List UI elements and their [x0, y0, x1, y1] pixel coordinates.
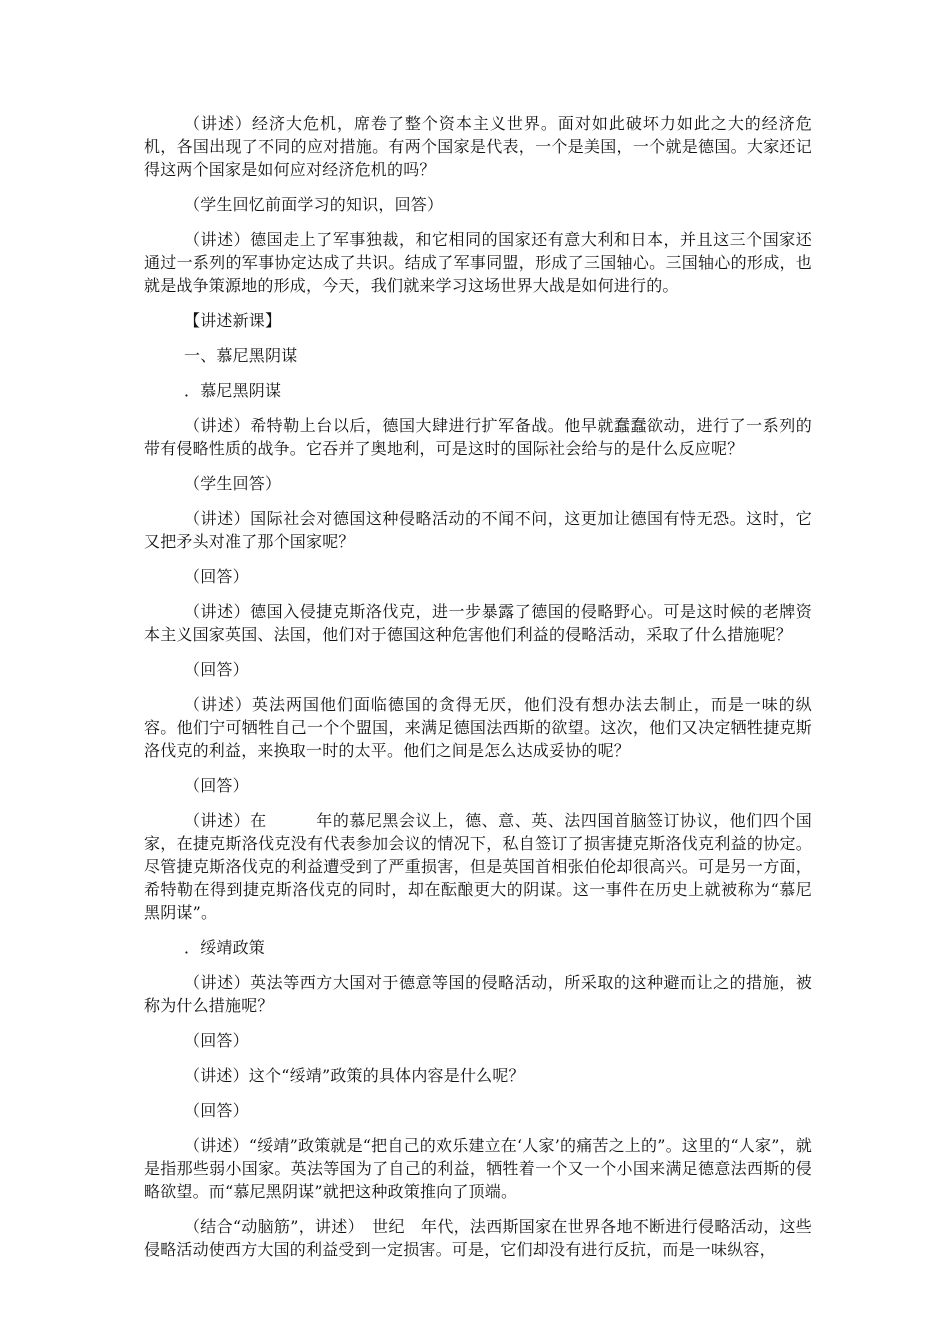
paragraph: （回答） [184, 660, 249, 679]
paragraph: （讲述）国际社会对德国这种侵略活动的不闻不问，这更加让德国有恃无恐。这时，它又把矛头对准了那个国家呢？ [144, 509, 812, 551]
subsection-heading: ．慕尼黑阴谋 [184, 381, 282, 400]
subsection-heading: ．绥靖政策 [184, 938, 266, 957]
paragraph: （讲述）英法等西方大国对于德意等国的侵略活动，所采取的这种避而让之的措施，被称为什么措施呢？ [144, 973, 812, 1015]
paragraph: （讲述）“绥靖”政策就是“把自己的欢乐建立在‘人家’的痛苦之上的”。这里的“人家”，就是指那些弱小国家。英法等国为了自己的利益，牺牲着一个又一个小国来满足德意法西斯的侵略欲望。而“慕尼黑阴谋”就把这种政策推向了顶端。 [144, 1136, 812, 1201]
paragraph: （讲述）德国走上了军事独裁，和它相同的国家还有意大利和日本，并且这三个国家还通过一系列的军事协定达成了共识。结成了军事同盟，形成了三国轴心。三国轴心的形成，也就是战争策源地的形成，今天，我们就来学习这场世界大战是如何进行的。 [144, 230, 812, 295]
paragraph: （学生回忆前面学习的知识，回答） [184, 195, 444, 214]
paragraph: （学生回答） [184, 474, 282, 493]
paragraph: （回答） [184, 1031, 249, 1050]
paragraph: （讲述）德国入侵捷克斯洛伐克，进一步暴露了德国的侵略野心。可是这时候的老牌资本主义国家英国、法国，他们对于德国这种危害他们利益的侵略活动，采取了什么措施呢？ [144, 602, 812, 644]
paragraph: （讲述）在 年的慕尼黑会议上，德、意、英、法四国首脑签订协议，他们四个国家，在捷克斯洛伐克没有代表参加会议的情况下，私自签订了损害捷克斯洛伐克利益的协定。尽管捷克斯洛伐克的利益遭受到了严重损害，但是英国首相张伯伦却很高兴。可是另一方面，希特勒在得到捷克斯洛伐克的同时，却在酝酿更大的阴谋。这一事件在历史上就被称为“慕尼黑阴谋”。 [144, 811, 812, 922]
paragraph: （讲述）英法两国他们面临德国的贪得无厌，他们没有想办法去制止，而是一味的纵容。他们宁可牺牲自己一个个盟国，来满足德国法西斯的欲望。这次，他们又决定牺牲捷克斯洛伐克的利益，来换取一时的太平。他们之间是怎么达成妥协的呢？ [144, 695, 812, 760]
paragraph: （讲述）希特勒上台以后，德国大肆进行扩军备战。他早就蠢蠢欲动，进行了一系列的带有侵略性质的战争。它吞并了奥地利，可是这时的国际社会给与的是什么反应呢？ [144, 416, 812, 458]
paragraph: （回答） [184, 1101, 249, 1120]
section-heading: 一、慕尼黑阴谋 [184, 346, 298, 365]
paragraph: （结合“动脑筋”，讲述） 世纪 年代，法西斯国家在世界各地不断进行侵略活动，这些侵略活动使西方大国的利益受到一定损害。可是，它们却没有进行反抗，而是一味纵容， [144, 1217, 812, 1259]
section-heading: 【讲述新课】 [184, 311, 282, 330]
paragraph: （回答） [184, 567, 249, 586]
paragraph: （回答） [184, 776, 249, 795]
document-page [144, 112, 812, 1273]
paragraph: （讲述）经济大危机，席卷了整个资本主义世界。面对如此破坏力如此之大的经济危机，各国出现了不同的应对措施。有两个国家是代表，一个是美国，一个就是德国。大家还记得这两个国家是如何应对经济危机的吗？ [144, 114, 812, 179]
paragraph: （讲述）这个“绥靖”政策的具体内容是什么呢？ [184, 1066, 525, 1085]
